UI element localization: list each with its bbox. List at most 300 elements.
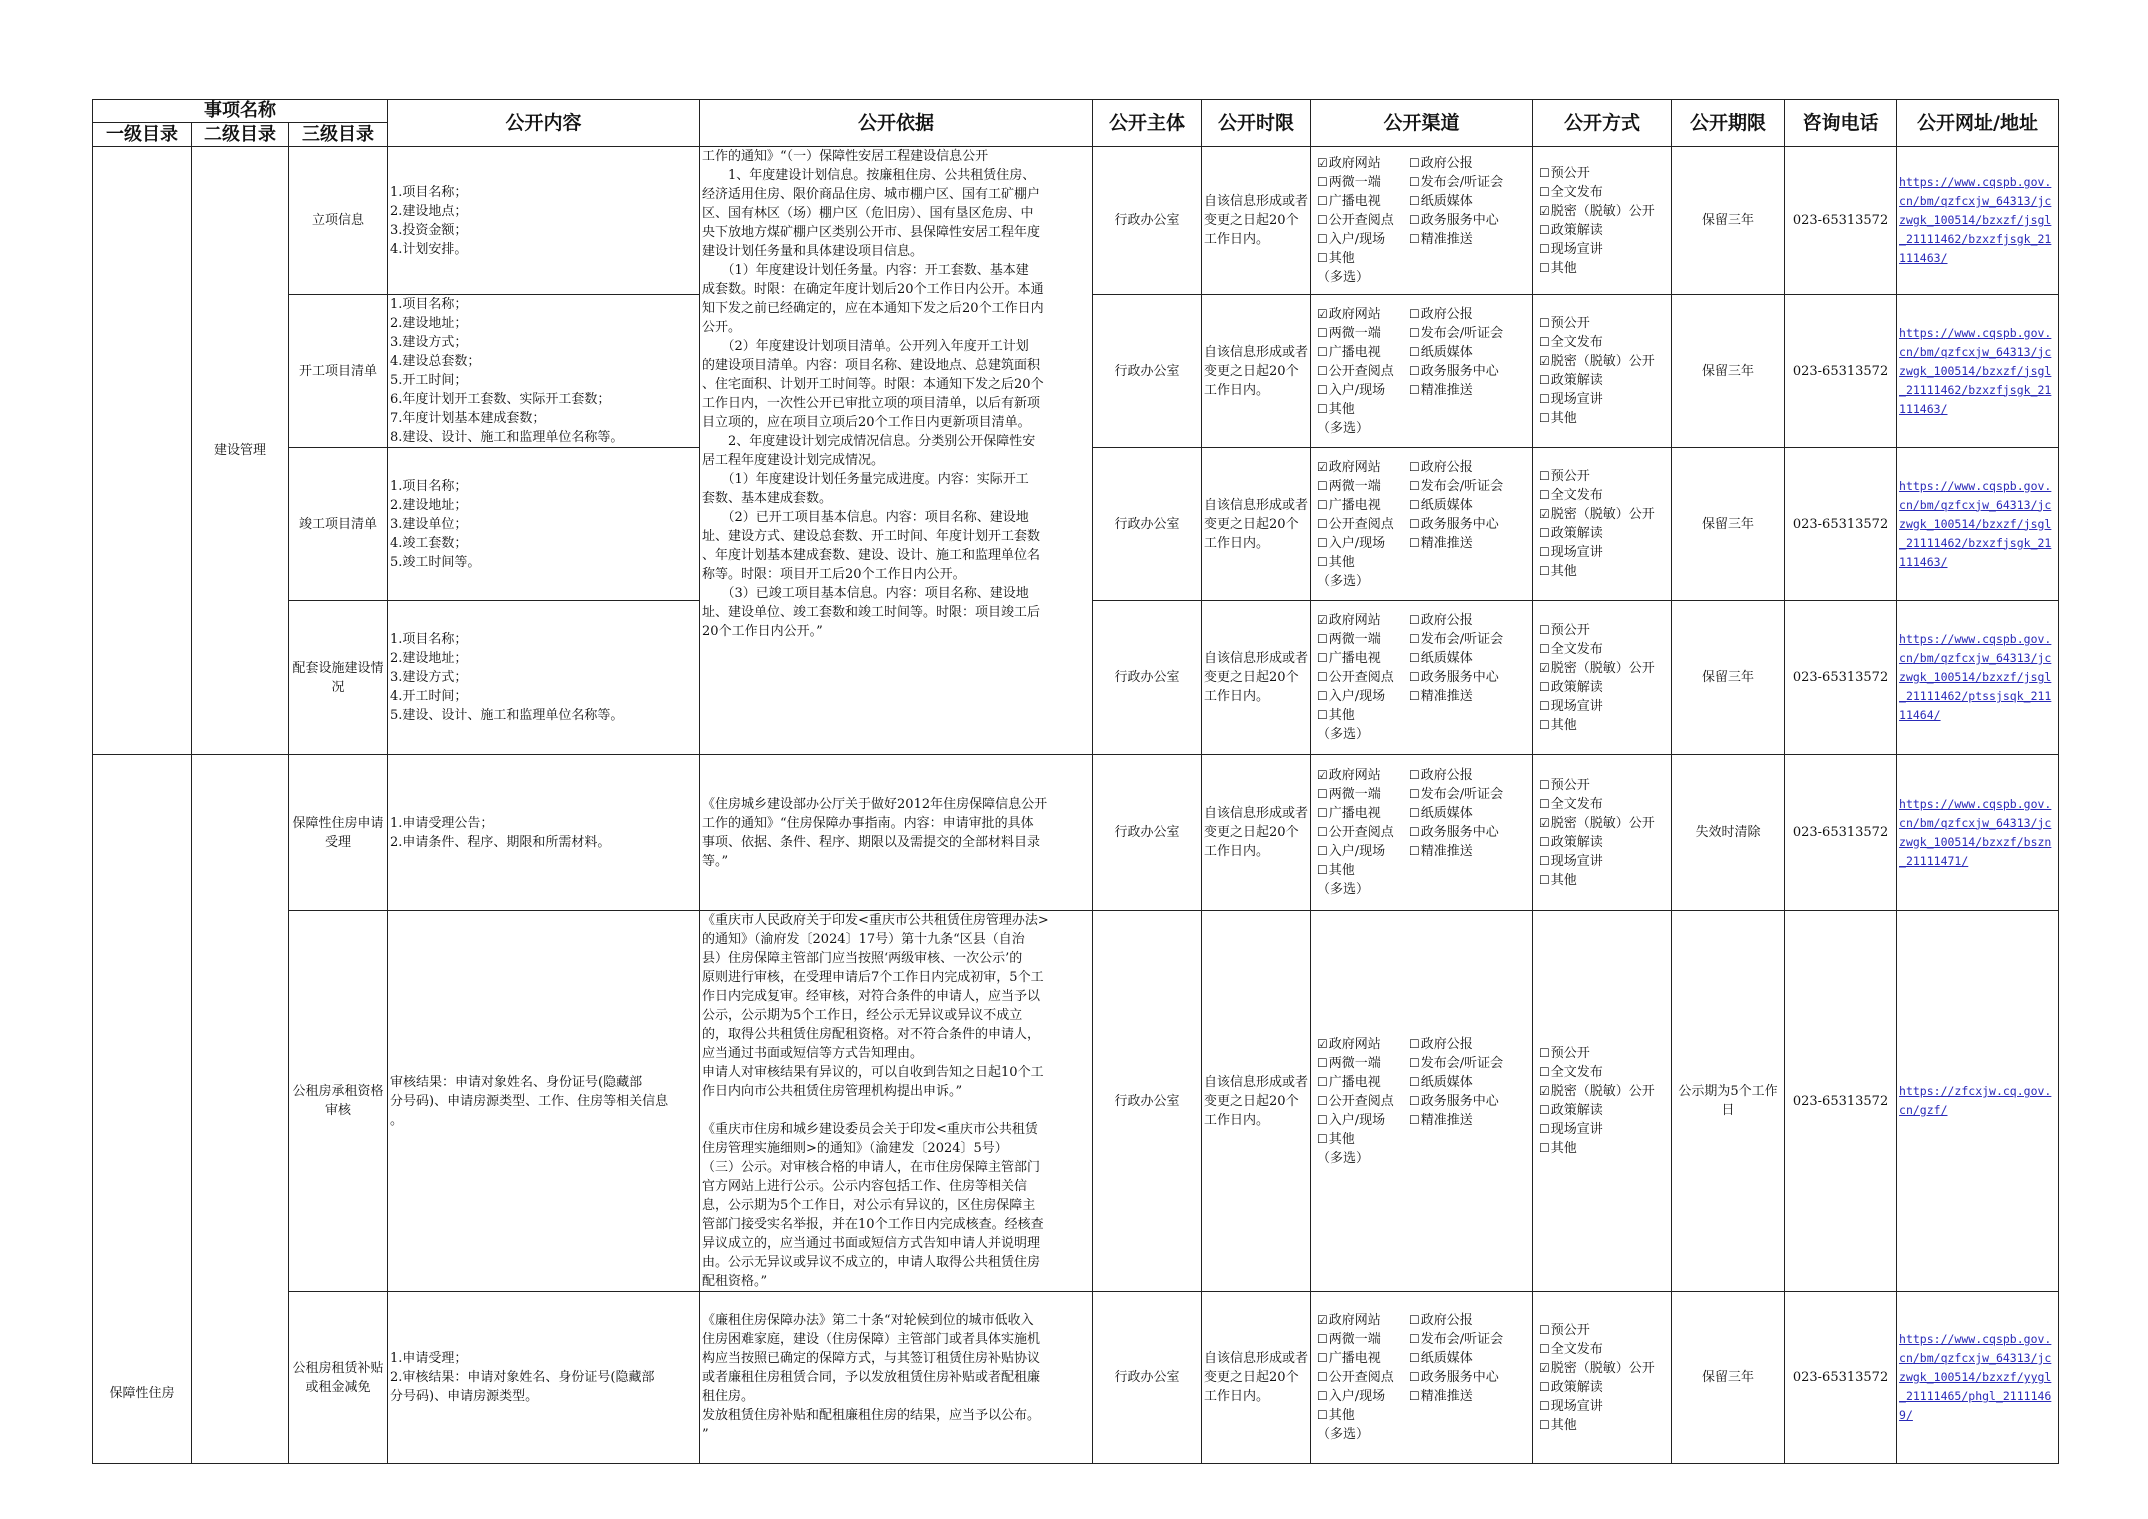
checkbox-empty-icon[interactable]: ☐ xyxy=(1409,175,1420,189)
channel-option[interactable] xyxy=(1409,1149,1530,1168)
channel-label: 广播电视 xyxy=(1328,1074,1381,1090)
checkbox-empty-icon[interactable]: ☐ xyxy=(1539,1322,1550,1337)
level3-cell: 开工项目清单 xyxy=(289,295,388,448)
method-option[interactable] xyxy=(1539,543,1669,562)
checkbox-empty-icon[interactable]: ☐ xyxy=(1409,459,1420,474)
checkbox-empty-icon[interactable]: ☐ xyxy=(1539,1122,1550,1136)
checkbox-empty-icon[interactable]: ☐ xyxy=(1539,796,1550,811)
channel-option[interactable] xyxy=(1317,173,1409,192)
checkbox-checked-icon[interactable]: ☑ xyxy=(1317,1036,1328,1051)
checkbox-empty-icon[interactable]: ☐ xyxy=(1539,641,1550,656)
checkbox-empty-icon[interactable]: ☐ xyxy=(1409,363,1420,378)
checkbox-empty-icon[interactable]: ☐ xyxy=(1409,787,1420,801)
checkbox-empty-icon[interactable]: ☐ xyxy=(1539,777,1550,792)
channel-option[interactable] xyxy=(1409,1311,1530,1330)
checkbox-empty-icon[interactable]: ☐ xyxy=(1409,1389,1420,1403)
checkbox-checked-icon[interactable]: ☑ xyxy=(1317,156,1328,170)
channel-option[interactable] xyxy=(1409,230,1530,249)
channel-option[interactable] xyxy=(1317,534,1409,553)
checkbox-empty-icon[interactable]: ☐ xyxy=(1409,670,1420,684)
channel-option[interactable] xyxy=(1317,1311,1409,1330)
channel-option[interactable] xyxy=(1409,1330,1530,1349)
channel-option[interactable] xyxy=(1409,611,1530,630)
checkbox-checked-icon[interactable]: ☑ xyxy=(1539,660,1550,675)
channel-label: （多选） xyxy=(1317,270,1370,285)
method-option[interactable] xyxy=(1539,1063,1669,1082)
method-option[interactable] xyxy=(1539,371,1669,390)
checkbox-empty-icon[interactable]: ☐ xyxy=(1317,1112,1328,1127)
method-option[interactable] xyxy=(1539,1397,1669,1416)
channel-label: 纸质媒体 xyxy=(1420,651,1473,666)
method-option[interactable] xyxy=(1539,1416,1669,1435)
checkbox-empty-icon[interactable]: ☐ xyxy=(1317,363,1328,378)
checkbox-empty-icon[interactable]: ☐ xyxy=(1317,554,1328,569)
channel-option[interactable] xyxy=(1409,766,1530,785)
checkbox-empty-icon[interactable]: ☐ xyxy=(1409,1351,1420,1365)
checkbox-empty-icon[interactable]: ☐ xyxy=(1539,679,1550,694)
method-option[interactable] xyxy=(1539,505,1669,524)
channel-option[interactable] xyxy=(1409,249,1530,268)
channel-option[interactable] xyxy=(1317,611,1409,630)
channel-option[interactable] xyxy=(1409,842,1530,861)
channel-option[interactable] xyxy=(1409,1035,1530,1054)
channel-option[interactable] xyxy=(1317,362,1409,381)
channel-option[interactable] xyxy=(1317,192,1409,211)
channel-label: （多选） xyxy=(1317,727,1370,742)
method-option[interactable] xyxy=(1539,524,1669,543)
method-option[interactable] xyxy=(1539,467,1669,486)
method-option[interactable] xyxy=(1539,352,1669,371)
channel-option[interactable] xyxy=(1317,668,1409,687)
channel-option[interactable] xyxy=(1317,823,1409,842)
checkbox-empty-icon[interactable]: ☐ xyxy=(1317,787,1328,801)
basis-cell-shared-line: 、年度计划基本建成套数、建设、设计、施工和监理单位名 xyxy=(702,548,1041,563)
checkbox-empty-icon[interactable]: ☐ xyxy=(1317,382,1328,397)
content-cell-line: 8.建设、设计、施工和监理单位名称等。 xyxy=(390,430,624,445)
checkbox-empty-icon[interactable]: ☐ xyxy=(1409,1055,1420,1070)
checkbox-empty-icon[interactable]: ☐ xyxy=(1317,1074,1328,1089)
checkbox-checked-icon[interactable]: ☑ xyxy=(1317,768,1328,782)
channel-option[interactable] xyxy=(1409,1073,1530,1092)
checkbox-empty-icon[interactable]: ☐ xyxy=(1409,478,1420,493)
channel-option[interactable] xyxy=(1317,687,1409,706)
method-option[interactable] xyxy=(1539,1082,1669,1101)
channel-option[interactable] xyxy=(1317,804,1409,823)
checkbox-empty-icon[interactable]: ☐ xyxy=(1317,251,1328,265)
checkbox-checked-icon[interactable]: ☑ xyxy=(1539,1360,1550,1375)
checkbox-empty-icon[interactable]: ☐ xyxy=(1409,535,1420,550)
basis-cell-shared-line: 建设计划任务量和具体建设项目信息。 xyxy=(702,244,924,259)
method-option[interactable] xyxy=(1539,621,1669,640)
channel-option[interactable] xyxy=(1409,1111,1530,1130)
checkbox-checked-icon[interactable]: ☑ xyxy=(1539,507,1550,521)
url-link[interactable]: https://www.cqspb.gov.cn/bm/qzfcxjw_64313/jczwgk_100514/bzxzf/jsgl_21111462/bzxzfjsgk_21111463/ xyxy=(1899,478,2052,569)
channel-option[interactable] xyxy=(1317,1111,1409,1130)
checkbox-empty-icon[interactable]: ☐ xyxy=(1409,325,1420,340)
checkbox-empty-icon[interactable]: ☐ xyxy=(1539,222,1550,237)
checkbox-empty-icon[interactable]: ☐ xyxy=(1409,806,1420,820)
checkbox-empty-icon[interactable]: ☐ xyxy=(1539,1341,1550,1356)
channel-option[interactable] xyxy=(1409,1349,1530,1368)
checkbox-checked-icon[interactable]: ☑ xyxy=(1539,815,1550,830)
checkbox-empty-icon[interactable]: ☐ xyxy=(1409,844,1420,858)
channel-option[interactable] xyxy=(1317,154,1409,173)
table-row xyxy=(93,911,2059,1292)
checkbox-empty-icon[interactable]: ☐ xyxy=(1317,194,1328,208)
channel-option[interactable] xyxy=(1317,630,1409,649)
channel-option[interactable] xyxy=(1317,553,1409,572)
channel-option[interactable] xyxy=(1317,381,1409,400)
content-cell-line: 2.建设地点； xyxy=(390,203,468,219)
checkbox-empty-icon[interactable]: ☐ xyxy=(1539,1103,1550,1117)
channel-option[interactable] xyxy=(1317,785,1409,804)
checkbox-empty-icon[interactable]: ☐ xyxy=(1317,1093,1328,1108)
checkbox-empty-icon[interactable]: ☐ xyxy=(1409,632,1420,646)
channel-option[interactable] xyxy=(1409,880,1530,899)
channel-option[interactable] xyxy=(1317,1130,1409,1149)
url-link[interactable]: https://www.cqspb.gov.cn/bm/qzfcxjw_64313/jczwgk_100514/bzxzf/jsgl_21111462/bzxzfjsgk_21111463/ xyxy=(1899,175,2052,265)
checkbox-empty-icon[interactable]: ☐ xyxy=(1317,1351,1328,1365)
channel-option[interactable] xyxy=(1409,211,1530,230)
channel-option[interactable] xyxy=(1409,572,1530,591)
checkbox-empty-icon[interactable]: ☐ xyxy=(1539,1379,1550,1394)
checkbox-empty-icon[interactable]: ☐ xyxy=(1317,844,1328,858)
checkbox-empty-icon[interactable]: ☐ xyxy=(1539,469,1550,483)
checkbox-empty-icon[interactable]: ☐ xyxy=(1317,535,1328,550)
channel-option[interactable] xyxy=(1409,1054,1530,1073)
channel-option[interactable] xyxy=(1317,766,1409,785)
channel-option[interactable] xyxy=(1317,1368,1409,1387)
checkbox-empty-icon[interactable]: ☐ xyxy=(1409,156,1420,170)
checkbox-empty-icon[interactable]: ☐ xyxy=(1317,175,1328,189)
checkbox-empty-icon[interactable]: ☐ xyxy=(1317,497,1328,512)
basis-cell-shared-line: （1）年度建设计划任务量。内容：开工套数、基本建 xyxy=(702,263,1029,278)
checkbox-empty-icon[interactable]: ☐ xyxy=(1539,184,1550,199)
checkbox-empty-icon[interactable]: ☐ xyxy=(1409,232,1420,246)
method-option[interactable] xyxy=(1539,183,1669,202)
method-option[interactable] xyxy=(1539,852,1669,871)
checkbox-empty-icon[interactable]: ☐ xyxy=(1317,325,1328,340)
subject-cell: 行政办公室 xyxy=(1093,147,1202,295)
checkbox-empty-icon[interactable]: ☐ xyxy=(1409,213,1420,227)
channel-option[interactable] xyxy=(1317,343,1409,362)
checkbox-empty-icon[interactable]: ☐ xyxy=(1409,497,1420,512)
checkbox-empty-icon[interactable]: ☐ xyxy=(1539,564,1550,578)
basis-cell-shared-line: 称等。时限：项目开工后20个工作日内公开。 xyxy=(702,567,966,582)
basis-cell-line: 住房困难家庭，建设（住房保障）主管部门或者具体实施机 xyxy=(702,1332,1041,1347)
content-cell xyxy=(388,1292,700,1464)
checkbox-empty-icon[interactable]: ☐ xyxy=(1317,863,1328,877)
checkbox-empty-icon[interactable]: ☐ xyxy=(1317,1055,1328,1070)
checkbox-empty-icon[interactable]: ☐ xyxy=(1539,834,1550,849)
checkbox-empty-icon[interactable]: ☐ xyxy=(1539,872,1550,887)
checkbox-empty-icon[interactable]: ☐ xyxy=(1317,632,1328,646)
channel-option[interactable] xyxy=(1317,211,1409,230)
checkbox-empty-icon[interactable]: ☐ xyxy=(1409,1370,1420,1384)
method-option[interactable] xyxy=(1539,1120,1669,1139)
method-option[interactable] xyxy=(1539,202,1669,221)
channel-option[interactable] xyxy=(1317,649,1409,668)
checkbox-checked-icon[interactable]: ☑ xyxy=(1539,203,1550,218)
method-option[interactable] xyxy=(1539,240,1669,259)
channel-option[interactable] xyxy=(1409,1130,1530,1149)
channel-option[interactable] xyxy=(1317,400,1409,419)
channel-option[interactable] xyxy=(1409,861,1530,880)
checkbox-empty-icon[interactable]: ☐ xyxy=(1539,526,1550,540)
channel-option[interactable] xyxy=(1409,305,1530,324)
method-option[interactable] xyxy=(1539,1378,1669,1397)
channel-option[interactable] xyxy=(1409,173,1530,192)
method-option[interactable] xyxy=(1539,1321,1669,1340)
content-cell-line: 2.审核结果：申请对象姓名、身份证号(隐藏部 xyxy=(390,1370,655,1385)
method-option[interactable] xyxy=(1539,1359,1669,1378)
checkbox-empty-icon[interactable]: ☐ xyxy=(1409,1332,1420,1346)
channel-option[interactable] xyxy=(1317,1035,1409,1054)
channel-option[interactable] xyxy=(1317,1073,1409,1092)
channel-option[interactable] xyxy=(1409,154,1530,173)
checkbox-empty-icon[interactable]: ☐ xyxy=(1409,306,1420,321)
checkbox-empty-icon[interactable]: ☐ xyxy=(1409,344,1420,359)
channel-option[interactable] xyxy=(1317,706,1409,725)
method-option[interactable] xyxy=(1539,1340,1669,1359)
channel-grid xyxy=(1313,154,1530,287)
channel-option[interactable] xyxy=(1317,1092,1409,1111)
checkbox-empty-icon[interactable]: ☐ xyxy=(1539,698,1550,713)
method-option[interactable] xyxy=(1539,697,1669,716)
method-option[interactable] xyxy=(1539,1139,1669,1158)
channel-option[interactable] xyxy=(1317,515,1409,534)
checkbox-empty-icon[interactable]: ☐ xyxy=(1317,478,1328,493)
checkbox-checked-icon[interactable]: ☑ xyxy=(1317,613,1328,627)
checkbox-empty-icon[interactable]: ☐ xyxy=(1409,1112,1420,1127)
method-option[interactable] xyxy=(1539,562,1669,581)
channel-option[interactable] xyxy=(1317,324,1409,343)
method-option[interactable] xyxy=(1539,795,1669,814)
channel-option[interactable] xyxy=(1409,553,1530,572)
checkbox-empty-icon[interactable]: ☐ xyxy=(1539,545,1550,559)
checkbox-empty-icon[interactable]: ☐ xyxy=(1317,670,1328,684)
channel-option[interactable] xyxy=(1409,706,1530,725)
channel-option[interactable] xyxy=(1317,1349,1409,1368)
checkbox-checked-icon[interactable]: ☑ xyxy=(1317,459,1328,474)
checkbox-empty-icon[interactable]: ☐ xyxy=(1539,165,1550,180)
channel-option[interactable] xyxy=(1409,823,1530,842)
method-option[interactable] xyxy=(1539,640,1669,659)
channel-option[interactable] xyxy=(1409,343,1530,362)
channel-option[interactable] xyxy=(1409,804,1530,823)
channel-option[interactable] xyxy=(1409,785,1530,804)
channel-option[interactable] xyxy=(1409,496,1530,515)
table-row xyxy=(93,147,2059,295)
channel-option[interactable] xyxy=(1317,861,1409,880)
channel-label: 广播电视 xyxy=(1328,194,1381,209)
method-option[interactable] xyxy=(1539,1044,1669,1063)
channel-option[interactable] xyxy=(1317,1054,1409,1073)
url-link[interactable]: https://www.cqspb.gov.cn/bm/qzfcxjw_64313/jczwgk_100514/bzxzf/jsgl_21111462/ptssjsqk_21111464/ xyxy=(1899,632,2052,722)
channel-label: 精准推送 xyxy=(1420,844,1473,859)
content-cell-line: 4.开工时间； xyxy=(390,689,468,704)
method-option[interactable] xyxy=(1539,409,1669,428)
header-content: 公开内容 xyxy=(388,100,700,147)
url-cell xyxy=(1897,147,2059,295)
checkbox-checked-icon[interactable]: ☑ xyxy=(1539,1084,1550,1098)
method-option[interactable] xyxy=(1539,314,1669,333)
channel-option[interactable] xyxy=(1409,324,1530,343)
checkbox-empty-icon[interactable]: ☐ xyxy=(1317,689,1328,703)
checkbox-empty-icon[interactable]: ☐ xyxy=(1409,516,1420,531)
channel-option[interactable] xyxy=(1409,419,1530,438)
channel-option[interactable] xyxy=(1317,230,1409,249)
method-option[interactable] xyxy=(1539,833,1669,852)
channel-option[interactable] xyxy=(1409,687,1530,706)
channel-option[interactable] xyxy=(1409,458,1530,477)
channel-option[interactable] xyxy=(1317,1406,1409,1425)
checkbox-empty-icon[interactable]: ☐ xyxy=(1539,1046,1550,1060)
channel-option[interactable] xyxy=(1409,477,1530,496)
channel-option[interactable] xyxy=(1409,1406,1530,1425)
basis-cell-line: 住房管理实施细则>的通知》（渝建发〔2024〕5号） xyxy=(702,1141,1008,1156)
url-link[interactable]: https://www.cqspb.gov.cn/bm/qzfcxjw_64313/jczwgk_100514/bzxzf/bszn_21111471/ xyxy=(1899,796,2052,868)
channel-option[interactable] xyxy=(1409,400,1530,419)
channel-option[interactable] xyxy=(1409,515,1530,534)
checkbox-checked-icon[interactable]: ☑ xyxy=(1317,1313,1328,1327)
method-option[interactable] xyxy=(1539,486,1669,505)
checkbox-empty-icon[interactable]: ☐ xyxy=(1539,373,1550,387)
checkbox-empty-icon[interactable]: ☐ xyxy=(1409,768,1420,782)
channel-option[interactable] xyxy=(1409,1092,1530,1111)
method-option[interactable] xyxy=(1539,716,1669,735)
method-label: 全文发布 xyxy=(1550,641,1603,657)
checkbox-empty-icon[interactable]: ☐ xyxy=(1539,241,1550,256)
checkbox-empty-icon[interactable]: ☐ xyxy=(1539,717,1550,732)
checkbox-empty-icon[interactable]: ☐ xyxy=(1317,1389,1328,1403)
method-option[interactable] xyxy=(1539,164,1669,183)
checkbox-empty-icon[interactable]: ☐ xyxy=(1539,392,1550,406)
checkbox-empty-icon[interactable]: ☐ xyxy=(1539,853,1550,868)
channel-option[interactable] xyxy=(1409,1425,1530,1444)
checkbox-empty-icon[interactable]: ☐ xyxy=(1409,1093,1420,1108)
url-link[interactable]: https://www.cqspb.gov.cn/bm/qzfcxjw_64313/jczwgk_100514/bzxzf/yygl_21111465/phgl_21111469/ xyxy=(1899,1332,2052,1422)
channel-option[interactable] xyxy=(1409,725,1530,744)
checkbox-empty-icon[interactable]: ☐ xyxy=(1539,622,1550,637)
method-option[interactable] xyxy=(1539,333,1669,352)
channel-option[interactable] xyxy=(1409,534,1530,553)
channel-option[interactable] xyxy=(1409,649,1530,668)
checkbox-empty-icon[interactable]: ☐ xyxy=(1317,651,1328,665)
checkbox-empty-icon[interactable]: ☐ xyxy=(1317,1131,1328,1146)
phone-cell: 023-65313572 xyxy=(1785,448,1897,601)
checkbox-empty-icon[interactable]: ☐ xyxy=(1317,516,1328,531)
channel-option[interactable] xyxy=(1409,630,1530,649)
checkbox-empty-icon[interactable]: ☐ xyxy=(1409,382,1420,397)
checkbox-empty-icon[interactable]: ☐ xyxy=(1317,1332,1328,1346)
checkbox-empty-icon[interactable]: ☐ xyxy=(1409,1074,1420,1089)
channel-label: 公开查阅点 xyxy=(1328,213,1394,228)
level3-cell: 配套设施建设情况 xyxy=(289,601,388,755)
checkbox-empty-icon[interactable]: ☐ xyxy=(1317,1408,1328,1422)
content-cell-line: 2.申请条件、程序、期限和所需材料。 xyxy=(390,834,611,850)
channel-option[interactable] xyxy=(1317,1387,1409,1406)
checkbox-checked-icon[interactable]: ☑ xyxy=(1539,354,1550,368)
checkbox-empty-icon[interactable]: ☐ xyxy=(1317,708,1328,722)
checkbox-empty-icon[interactable]: ☐ xyxy=(1317,344,1328,359)
channel-option[interactable] xyxy=(1409,268,1530,287)
channel-label: 纸质媒体 xyxy=(1420,194,1473,209)
method-option[interactable] xyxy=(1539,221,1669,240)
method-option[interactable] xyxy=(1539,659,1669,678)
checkbox-empty-icon[interactable]: ☐ xyxy=(1539,411,1550,425)
checkbox-empty-icon[interactable]: ☐ xyxy=(1317,1370,1328,1384)
method-option[interactable] xyxy=(1539,390,1669,409)
method-label: 脱密（脱敏）公开 xyxy=(1550,507,1655,522)
method-option[interactable] xyxy=(1539,678,1669,697)
checkbox-empty-icon[interactable]: ☐ xyxy=(1409,1036,1420,1051)
url-cell xyxy=(1897,1292,2059,1464)
channel-option[interactable] xyxy=(1317,1330,1409,1349)
channel-option[interactable] xyxy=(1317,477,1409,496)
checkbox-empty-icon[interactable]: ☐ xyxy=(1539,316,1550,330)
checkbox-empty-icon[interactable]: ☐ xyxy=(1539,1398,1550,1413)
checkbox-empty-icon[interactable]: ☐ xyxy=(1409,825,1420,839)
checkbox-empty-icon[interactable]: ☐ xyxy=(1317,213,1328,227)
url-link[interactable]: https://zfcxjw.cq.gov.cn/gzf/ xyxy=(1899,1084,2052,1117)
checkbox-empty-icon[interactable]: ☐ xyxy=(1317,232,1328,246)
channel-option[interactable] xyxy=(1317,305,1409,324)
level1-cell-a xyxy=(93,147,192,755)
method-label: 现场宣讲 xyxy=(1550,545,1603,560)
checkbox-checked-icon[interactable]: ☑ xyxy=(1317,306,1328,321)
checkbox-empty-icon[interactable]: ☐ xyxy=(1409,194,1420,208)
checkbox-empty-icon[interactable]: ☐ xyxy=(1539,1141,1550,1155)
checkbox-empty-icon[interactable]: ☐ xyxy=(1409,613,1420,627)
method-option[interactable] xyxy=(1539,776,1669,795)
checkbox-empty-icon[interactable]: ☐ xyxy=(1317,825,1328,839)
channel-option[interactable] xyxy=(1409,362,1530,381)
channel-option[interactable] xyxy=(1409,192,1530,211)
method-option[interactable] xyxy=(1539,1101,1669,1120)
checkbox-empty-icon[interactable]: ☐ xyxy=(1539,335,1550,349)
channel-option[interactable] xyxy=(1409,1368,1530,1387)
checkbox-empty-icon[interactable]: ☐ xyxy=(1539,260,1550,275)
channel-option[interactable] xyxy=(1409,381,1530,400)
method-option[interactable] xyxy=(1539,871,1669,890)
channel-option[interactable] xyxy=(1409,668,1530,687)
checkbox-empty-icon[interactable]: ☐ xyxy=(1317,401,1328,416)
channel-label: （多选） xyxy=(1317,1150,1370,1166)
method-option[interactable] xyxy=(1539,814,1669,833)
checkbox-empty-icon[interactable]: ☐ xyxy=(1539,1065,1550,1079)
method-label: 现场宣讲 xyxy=(1550,392,1603,407)
channel-option[interactable] xyxy=(1317,458,1409,477)
content-cell xyxy=(388,147,700,295)
checkbox-empty-icon[interactable]: ☐ xyxy=(1409,651,1420,665)
method-label: 脱密（脱敏）公开 xyxy=(1550,1084,1655,1099)
checkbox-empty-icon[interactable]: ☐ xyxy=(1409,1313,1420,1327)
checkbox-empty-icon[interactable]: ☐ xyxy=(1317,806,1328,820)
channel-label: 两微一端 xyxy=(1328,325,1381,341)
checkbox-empty-icon[interactable]: ☐ xyxy=(1539,488,1550,502)
checkbox-empty-icon[interactable]: ☐ xyxy=(1539,1417,1550,1432)
channel-label: 政府公报 xyxy=(1420,613,1473,628)
channel-option[interactable] xyxy=(1409,1387,1530,1406)
url-link[interactable]: https://www.cqspb.gov.cn/bm/qzfcxjw_64313/jczwgk_100514/bzxzf/jsgl_21111462/bzxzfjsgk_21111463/ xyxy=(1899,325,2052,416)
checkbox-empty-icon[interactable]: ☐ xyxy=(1409,689,1420,703)
channel-option[interactable] xyxy=(1317,249,1409,268)
subject-cell: 行政办公室 xyxy=(1093,1292,1202,1464)
channel-option[interactable] xyxy=(1317,496,1409,515)
channel-option[interactable] xyxy=(1317,842,1409,861)
method-option[interactable] xyxy=(1539,259,1669,278)
